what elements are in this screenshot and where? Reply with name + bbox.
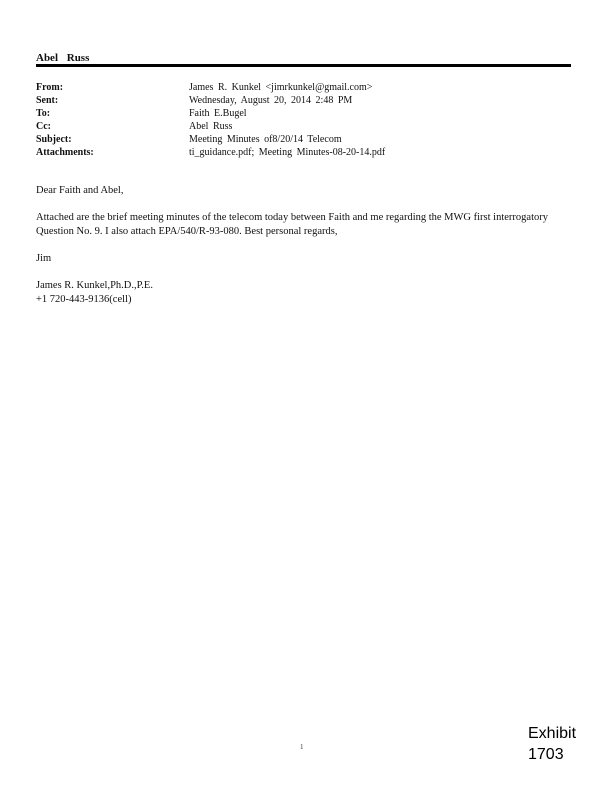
header-row-from [36, 81, 385, 94]
email-headers [36, 81, 385, 159]
header-label-to: To: [36, 108, 51, 119]
header-row-attachments [36, 146, 385, 159]
exhibit-number: 1703 [528, 746, 564, 763]
email-body [36, 184, 576, 320]
page-number: 1 [300, 743, 304, 751]
header-label-cc: Cc: [36, 121, 51, 132]
header-label-sent: Sent: [36, 95, 59, 106]
header-divider [36, 64, 571, 67]
header-row-subject [36, 133, 385, 146]
signature [36, 279, 576, 307]
header-row-sent [36, 94, 385, 107]
header-value-attachments: ti_guidance.pdf; Meeting Minutes-08-20-14.pdf [189, 147, 386, 158]
mailbox-owner: Abel Russ [36, 52, 90, 64]
header-row-cc [36, 120, 385, 133]
exhibit-stamp [528, 723, 576, 765]
message-paragraph: Attached are the brief meeting minutes of the telecom today between Faith and me regarding the MWG first interrogatory Question No. 9. I also attach EPA/540/R-93-080. Best personal regards, [36, 212, 548, 237]
greeting: Dear Faith and Abel, [36, 185, 124, 196]
exhibit-label: Exhibit [528, 725, 577, 742]
signature-name: James R. Kunkel,Ph.D.,P.E. [36, 280, 153, 291]
signature-phone: +1 720-443-9136(cell) [36, 294, 132, 305]
header-value-to: Faith E.Bugel [189, 108, 247, 119]
header-value-cc: Abel Russ [189, 121, 233, 132]
header-value-sent: Wednesday, August 20, 2014 2:48 PM [189, 95, 353, 106]
header-row-to [36, 107, 385, 120]
header-value-subject: Meeting Minutes of8/20/14 Telecom [189, 134, 342, 145]
header-label-from: From: [36, 82, 64, 93]
header-label-attachments: Attachments: [36, 147, 94, 158]
header-label-subject: Subject: [36, 134, 72, 145]
header-value-from: James R. Kunkel <jimrkunkel@gmail.com> [189, 82, 373, 93]
closing: Jim [36, 253, 52, 264]
